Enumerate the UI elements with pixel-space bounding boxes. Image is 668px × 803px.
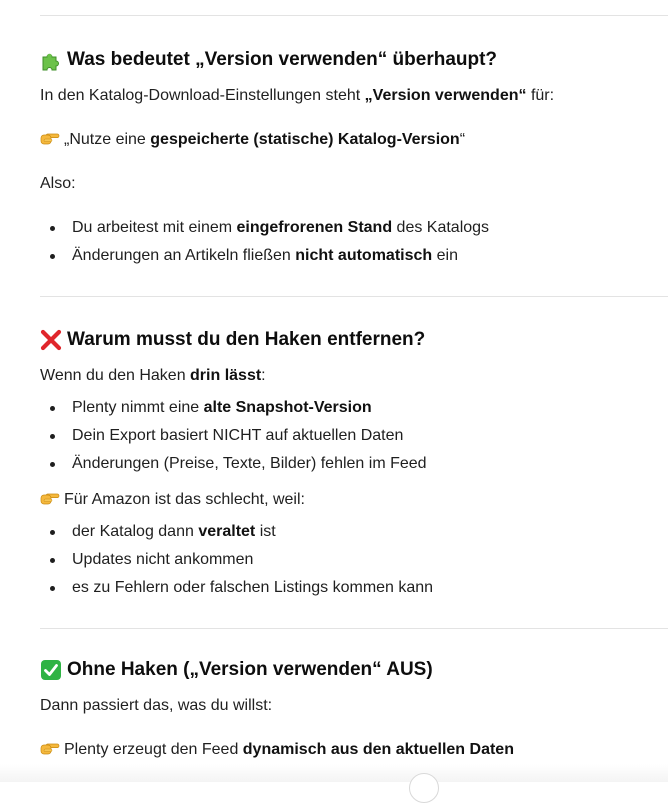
red-cross-icon [40,329,62,351]
list-item: es zu Fehlern oder falschen Listings kommen kann [40,574,668,602]
bold-text: gespeicherte (statische) Katalog-Version [150,131,460,148]
bullet-list [40,394,668,478]
pointing-hand-icon [40,491,60,505]
bullet-list [40,518,668,602]
text-segment: In den Katalog-Download-Einstellungen steht [40,87,365,104]
list-item: Änderungen an Artikeln fließen nicht automatisch ein [40,242,668,270]
list-item: Dein Export basiert NICHT auf aktuellen Daten [40,422,668,450]
divider [40,628,668,629]
quote-line [40,128,668,152]
list-item: Updates nicht ankommen [40,546,668,574]
divider [40,15,668,16]
pointing-hand-icon [40,131,60,145]
text-segment: “ [459,131,466,148]
text-segment: „Nutze eine [64,131,151,148]
bullet-list [40,214,668,270]
green-check-icon [40,659,62,681]
section-heading-why: Warum musst du den Haken entfernen? [40,328,668,352]
list-item: Du arbeitest mit einem eingefrorenen Stand des Katalogs [40,214,668,242]
list-item: Änderungen (Preise, Texte, Bilder) fehlen im Feed [40,450,668,478]
section-heading-version: Was bedeutet „Version verwenden“ überhaupt? [40,48,668,72]
scroll-fade [0,764,668,782]
section-heading-without: Ohne Haken („Version verwenden“ AUS) [40,658,668,682]
pointing-hand-icon [40,741,60,755]
dynamic-line: Plenty erzeugt den Feed dynamisch aus den aktuellen Daten [40,738,668,762]
bold-text: „Version verwenden“ [364,87,527,104]
text-segment: für: [526,87,555,104]
intro-text: Wenn du den Haken drin lässt: [40,367,266,384]
list-item: Plenty nimmt eine alte Snapshot-Version [40,394,668,422]
amazon-line: Für Amazon ist das schlecht, weil: [40,488,668,512]
also-label: Also: [40,175,76,192]
chat-message [40,0,668,762]
scroll-down-button[interactable] [409,773,439,803]
puzzle-piece-icon [40,49,62,71]
intro-text [40,84,668,108]
divider [40,296,668,297]
intro-text: Dann passiert das, was du willst: [40,697,273,714]
list-item: der Katalog dann veraltet ist [40,518,668,546]
